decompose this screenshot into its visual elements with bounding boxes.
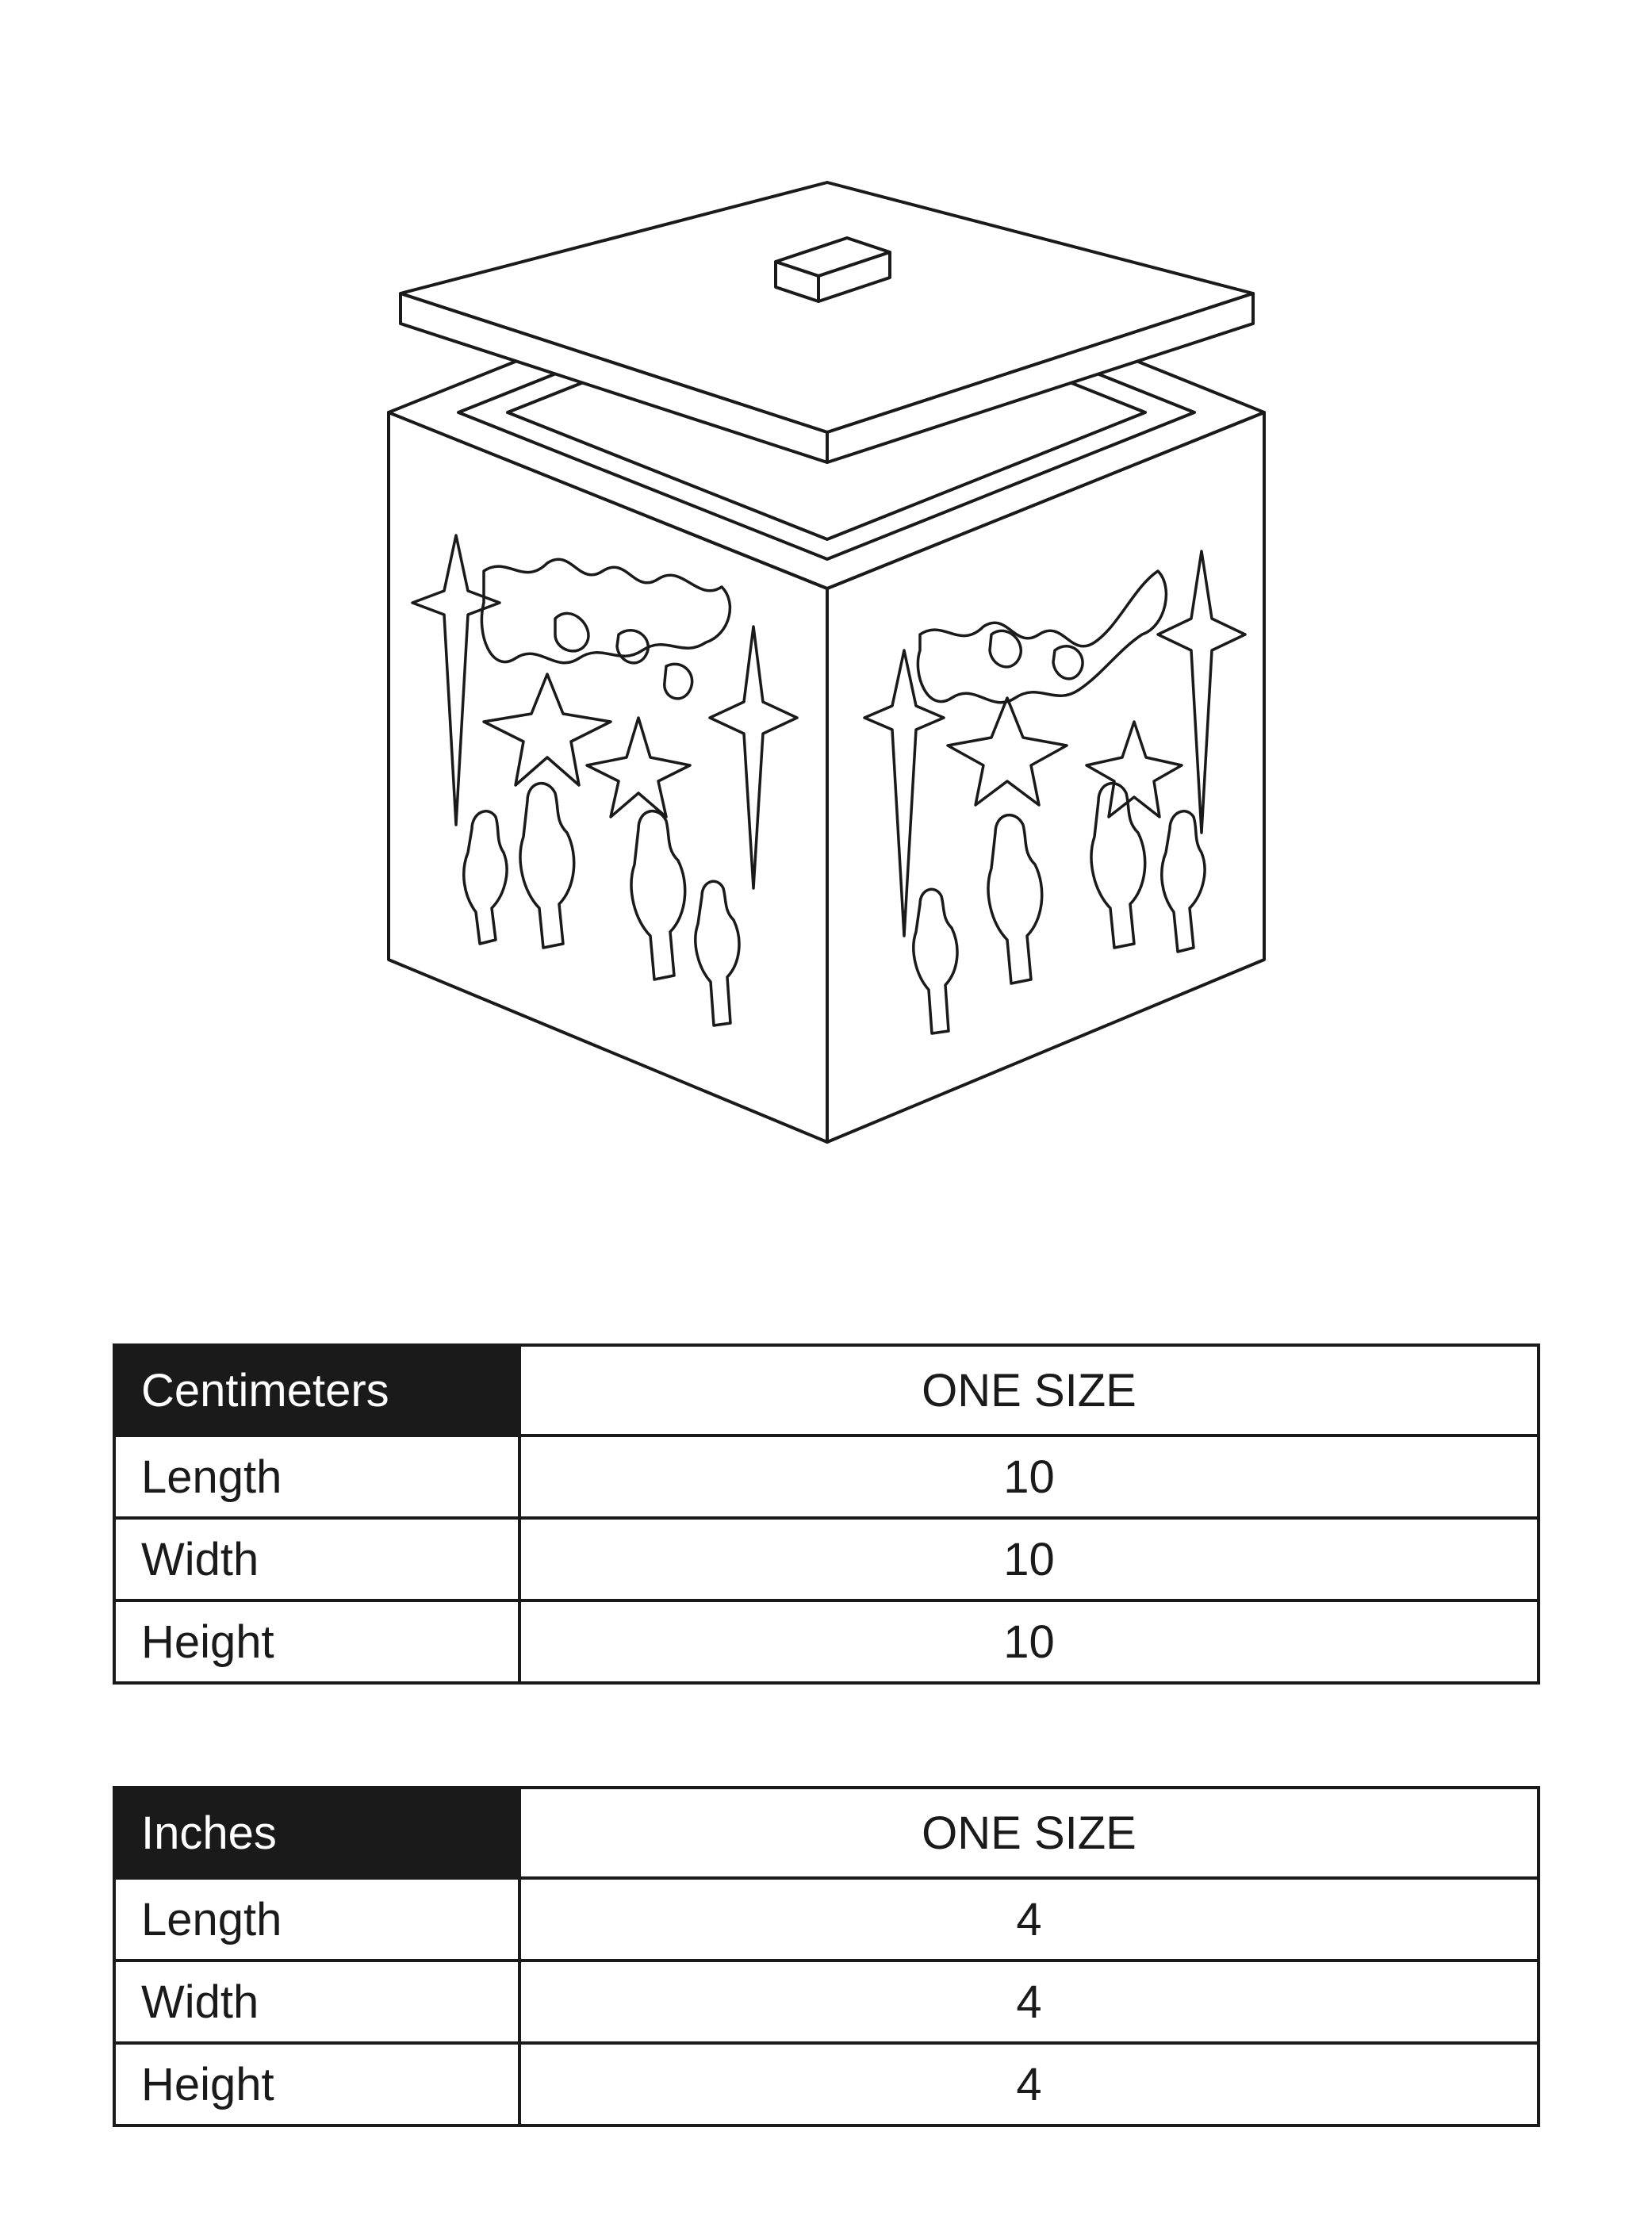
row-value: 4 [519, 1961, 1539, 2043]
size-header: ONE SIZE [519, 1788, 1539, 1878]
row-label: Height [114, 1600, 519, 1683]
table-row [114, 1961, 1539, 2043]
table-row [114, 1518, 1539, 1600]
row-value: 4 [519, 2043, 1539, 2125]
inches-size-table [113, 1786, 1540, 2127]
size-header: ONE SIZE [519, 1345, 1539, 1435]
table-row [114, 1435, 1539, 1518]
table-header-row [114, 1788, 1539, 1878]
unit-header: Centimeters [114, 1345, 519, 1435]
row-value: 10 [519, 1600, 1539, 1683]
row-value: 10 [519, 1518, 1539, 1600]
table-row [114, 2043, 1539, 2125]
table-header-row [114, 1345, 1539, 1435]
row-label: Width [114, 1961, 519, 2043]
row-value: 4 [519, 1878, 1539, 1961]
row-label: Length [114, 1878, 519, 1961]
table-row [114, 1600, 1539, 1683]
unit-header: Inches [114, 1788, 519, 1878]
row-label: Height [114, 2043, 519, 2125]
row-label: Length [114, 1435, 519, 1518]
row-label: Width [114, 1518, 519, 1600]
centimeters-size-table [113, 1343, 1540, 1685]
table-row [114, 1878, 1539, 1961]
row-value: 10 [519, 1435, 1539, 1518]
